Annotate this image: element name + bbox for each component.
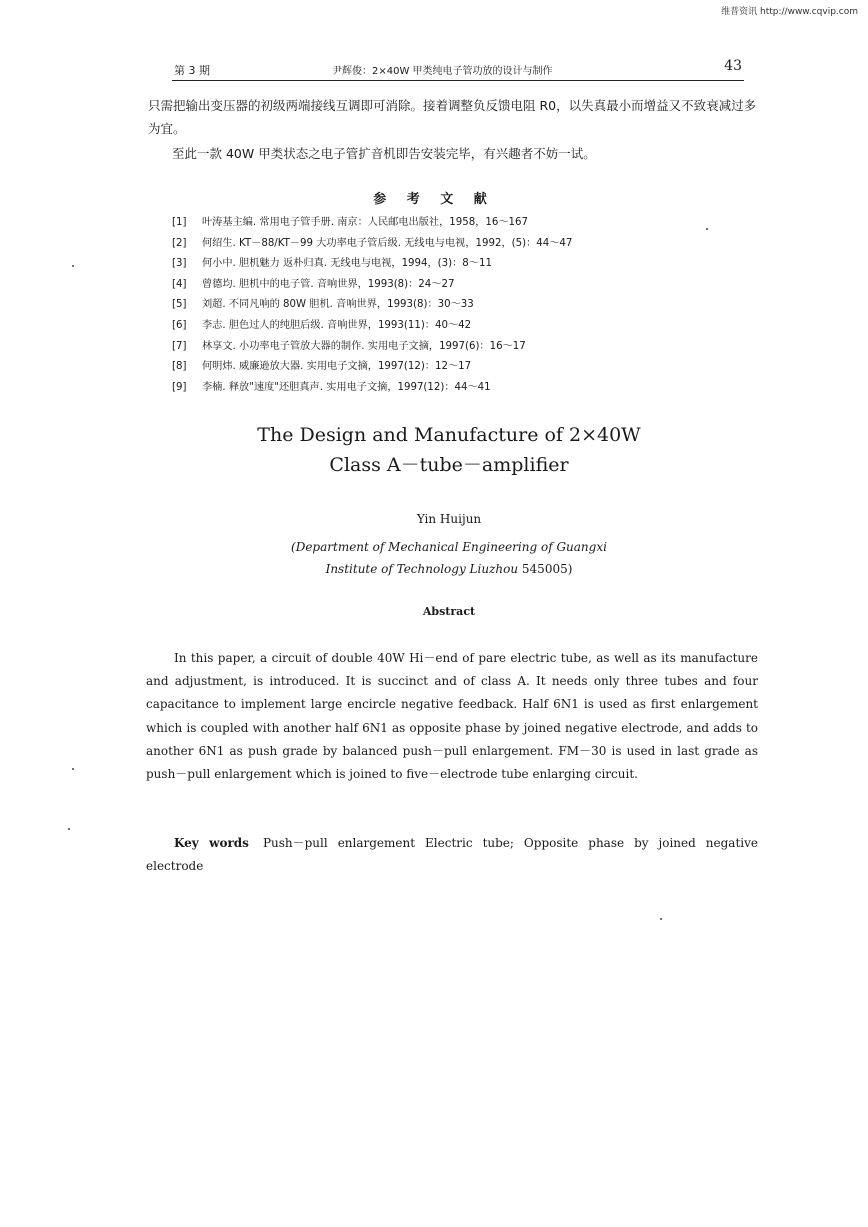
affiliation-postal: 545005) [518,562,573,576]
reference-item [172,234,752,255]
body-paragraph: 只需把输出变压器的初级两端接线互调即可消除。接着调整负反馈电阻 R0，以失真最小而增益又不致衰减过多为宜。 [148,98,757,136]
reference-number: [1] [172,217,187,228]
abstract-heading: Abstract [422,605,476,618]
reference-text: 李楠. 释放"速度"还胆真声. 实用电子文摘，1997(12)：44～41 [202,381,491,393]
reference-text: 何小中. 胆机魅力 返朴归真. 无线电与电视，1994，(3)：8～11 [202,258,492,270]
running-header [172,58,744,81]
english-title-line2: Class A－tube－amplifier [329,454,569,476]
reference-number: [8] [172,361,187,373]
english-title-line1: The Design and Manufacture of 2×40W [257,424,641,446]
affiliation-line2: Institute of Technology Liuzhou [325,562,519,576]
reference-number: [4] [172,278,187,290]
reference-item [172,378,752,399]
scan-speck [68,828,70,830]
reference-text: 曾德均. 胆机中的电子管. 音响世界，1993(8)：24～27 [202,278,455,290]
reference-item [172,213,752,234]
page-number: 43 [724,58,742,74]
scan-speck [72,768,74,770]
reference-text: 叶涛基主编. 常用电子管手册. 南京：人民邮电出版社，1958，16～167 [202,217,528,228]
abstract-text: In this paper, a circuit of double 40W Hi－end of pare electric tube, as well as its manufacture and adjustment, is introduced. It is succinct and of class A. It needs only three tubes and four capacitance to implement large encircle negative feedback. Half 6N1 is used as first enlargement which is coupled with another half 6N1 as opposite phase by joined negative electrode, and adds to another 6N1 as push grade by balanced push－pull enlargement. FM－30 is used in last grade as push－pull enlargement which is joined to five－electrode tube enlarging circuit. [146,651,758,782]
keywords [146,832,758,878]
reference-number: [9] [172,381,187,393]
reference-item [172,337,752,358]
reference-number: [7] [172,340,187,352]
running-title: 尹辉俊：2×40W 甲类纯电子管功放的设计与制作 [332,66,553,77]
reference-number: [2] [172,237,187,249]
body-paragraph: 至此一款 40W 甲类状态之电子管扩音机即告安装完毕，有兴趣者不妨一试。 [172,146,596,161]
reference-number: [6] [172,319,187,331]
scan-speck [72,265,74,267]
scan-speck [706,228,708,230]
reference-item [172,275,752,296]
reference-number: [5] [172,299,187,311]
keywords-text: Push－pull enlargement Electric tube; Opposite phase by joined negative electrode [146,836,758,873]
reference-item [172,295,752,316]
reference-item [172,254,752,275]
affiliation-line1: (Department of Mechanical Engineering of Guangxi [291,540,607,554]
reference-text: 何明炜. 威廉逊放大器. 实用电子文摘，1997(12)：12～17 [202,361,472,373]
english-title [0,420,868,480]
scan-speck [660,918,662,920]
references-heading: 参 考 文 献 [373,192,495,207]
keywords-label: Key words [174,836,249,850]
author-name: Yin Huijun [416,512,482,526]
author-affiliation [0,536,868,580]
reference-list [172,213,752,398]
reference-item [172,316,752,337]
reference-text: 何绍生. KT－88/KT－99 大功率电子管后级. 无线电与电视，1992，(5)：44～47 [202,237,573,249]
reference-text: 李志. 胆色过人的纯胆后级. 音响世界，1993(11)：40～42 [202,319,472,331]
reference-number: [3] [172,258,187,270]
reference-item [172,357,752,378]
watermark: 维普资讯 http://www.cqvip.com [721,7,858,17]
reference-text: 林享文. 小功率电子管放大器的制作. 实用电子文摘，1997(6)：16～17 [202,340,526,352]
reference-text: 刘超. 不同凡响的 80W 胆机. 音响世界，1993(8)：30～33 [202,299,474,311]
issue-number: 第 3 期 [174,64,210,77]
